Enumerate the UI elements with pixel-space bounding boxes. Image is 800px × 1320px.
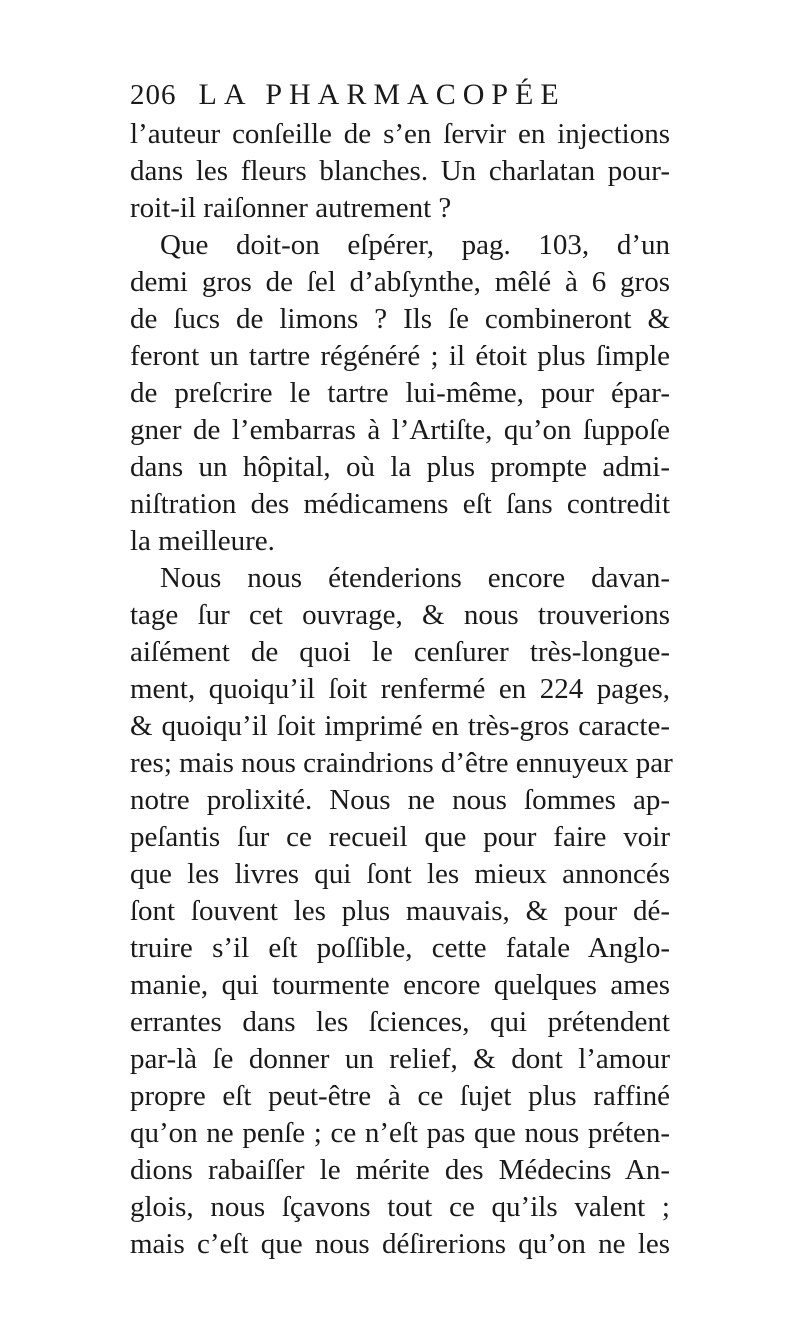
page-header: [130, 78, 670, 118]
text-line: demi gros de ſel d’abſynthe, mêlé à 6 gros: [130, 266, 670, 298]
text-line: errantes dans les ſciences, qui prétendent: [130, 1006, 670, 1038]
body-text: [130, 116, 673, 1263]
text-line: dions rabaiſſer le mérite des Médecins An-: [130, 1154, 670, 1186]
text-line: Que doit-on eſpérer, pag. 103, d’un: [160, 229, 670, 261]
text-line: l’auteur conſeille de s’en ſervir en injections: [130, 118, 670, 150]
text-line: dans les fleurs blanches. Un charlatan pour-: [130, 155, 670, 187]
text-line: Nous nous étenderions encore davan-: [160, 562, 670, 594]
text-line: res; mais nous craindrions d’être ennuyeux par: [130, 747, 673, 779]
text-line: par-là ſe donner un relief, & dont l’amour: [130, 1043, 670, 1075]
text-line: aiſément de quoi le cenſurer très-longue-: [130, 636, 670, 668]
text-line: ſont ſouvent les plus mauvais, & pour dé-: [130, 895, 670, 927]
text-line: feront un tartre régénéré ; il étoit plus ſimple: [130, 340, 670, 372]
text-line: niſtration des médicamens eſt ſans contredit: [130, 488, 670, 520]
page-number: 206: [130, 79, 177, 111]
text-line: glois, nous ſçavons tout ce qu’ils valent ;: [130, 1191, 670, 1223]
text-line: de preſcrire le tartre lui-même, pour épar-: [130, 377, 670, 409]
text-line: ment, quoiqu’il ſoit renfermé en 224 pages,: [130, 673, 670, 705]
text-line: roit-il raiſonner autrement ?: [130, 192, 452, 224]
text-line: manie, qui tourmente encore quelques ames: [130, 969, 670, 1001]
text-line: tage ſur cet ouvrage, & nous trouverions: [130, 599, 670, 631]
text-line: mais c’eſt que nous déſirerions qu’on ne les: [130, 1228, 670, 1260]
text-line: truire s’il eſt poſſible, cette fatale Anglo-: [130, 932, 670, 964]
text-line: propre eſt peut-être à ce ſujet plus raffiné: [130, 1080, 670, 1112]
text-line: peſantis ſur ce recueil que pour faire voir: [130, 821, 670, 853]
text-line: dans un hôpital, où la plus prompte admi-: [130, 451, 670, 483]
text-line: que les livres qui ſont les mieux annoncés: [130, 858, 670, 890]
running-title: LA PHARMACOPÉE: [198, 78, 566, 111]
text-line: gner de l’embarras à l’Artiſte, qu’on ſuppoſe: [130, 414, 670, 446]
text-line: & quoiqu’il ſoit imprimé en très-gros caracte-: [130, 710, 670, 742]
text-line: la meilleure.: [130, 525, 275, 557]
text-line: notre prolixité. Nous ne nous ſommes ap-: [130, 784, 670, 816]
text-line: de ſucs de limons ? Ils ſe combineront &: [130, 303, 670, 335]
text-line: qu’on ne penſe ; ce n’eſt pas que nous préten-: [130, 1117, 670, 1149]
